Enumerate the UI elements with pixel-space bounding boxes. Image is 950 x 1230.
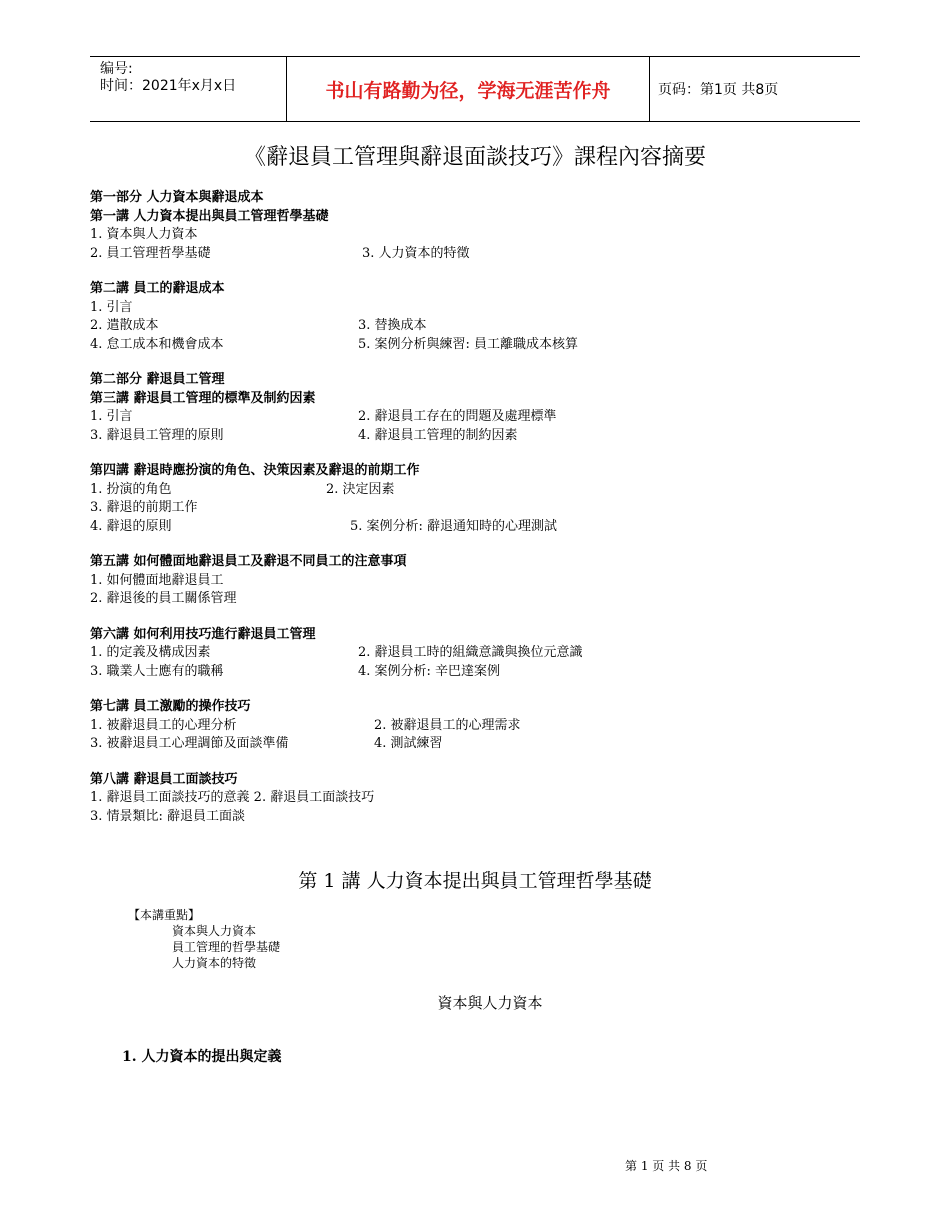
document-title: 《辭退員工管理與辭退面談技巧》課程內容摘要 (243, 145, 706, 170)
outline-item: 5. 案例分析: 辭退通知時的心理測試 (350, 518, 558, 534)
outline-item: 1. 引言 (90, 299, 133, 315)
lecture-focus (128, 907, 280, 971)
header-meta (90, 57, 286, 121)
lecture-3-title: 第三講 辭退員工管理的標準及制約因素 (90, 390, 316, 406)
outline-item: 3. 辭退的前期工作 (90, 500, 198, 515)
outline-item: 3. 辭退員工管理的原則 (90, 427, 224, 443)
lecture-5-title: 第五講 如何體面地辭退員工及辭退不同員工的注意事項 (90, 554, 407, 569)
outline-item: 4. 辭退的原則 (90, 518, 172, 534)
section-heading: 資本與人力資本 (437, 994, 543, 1012)
outline-item: 2. 遣散成本 (90, 318, 159, 333)
lecture-2-title: 第二講 員工的辭退成本 (90, 281, 225, 296)
lecture-7-title: 第七講 員工激勵的操作技巧 (90, 699, 251, 714)
outline-item: 2. 員工管理哲學基礎 (90, 245, 211, 261)
outline-item: 3. 職業人士應有的職稱 (90, 663, 224, 679)
outline-item: 1. 的定義及構成因素 (90, 645, 211, 660)
outline-item: 3. 被辭退員工心理調節及面談準備 (90, 736, 289, 751)
outline-item: 4. 案例分析: 辛巴達案例 (358, 663, 501, 679)
course-outline (90, 189, 850, 826)
lecture-8-title: 第八講 辭退員工面談技巧 (90, 771, 238, 787)
outline-item: 4. 測試練習 (374, 736, 443, 751)
lecture-1-heading: 第 1 講 人力資本提出與員工管理哲學基礎 (298, 870, 652, 892)
focus-item: 資本與人力資本 (172, 924, 257, 938)
page-header (90, 56, 860, 122)
outline-item: 1. 如何體面地辭退員工 (90, 572, 224, 588)
outline-item: 4. 怠工成本和機會成本 (90, 336, 224, 352)
outline-item: 3. 情景類比: 辭退員工面談 (90, 808, 246, 824)
time-label: 时间：2021年x月x日 (100, 78, 237, 94)
header-page-label: 页码：第1页 共8页 (658, 82, 779, 98)
outline-item: 5. 案例分析與練習: 員工離職成本核算 (358, 336, 579, 352)
lecture-1-title: 第一講 人力資本提出與員工管理哲學基礎 (90, 208, 329, 224)
part-1-title: 第一部分 人力資本與辭退成本 (90, 190, 264, 205)
part-2-title: 第二部分 辭退員工管理 (90, 372, 225, 387)
outline-item: 1. 引言 (90, 409, 133, 424)
outline-item: 1. 辭退員工面談技巧的意義 2. 辭退員工面談技巧 (90, 790, 375, 805)
outline-item: 2. 辭退員工時的組織意識與換位元意識 (358, 645, 583, 660)
outline-item: 1. 被辭退員工的心理分析 (90, 717, 237, 733)
focus-label: 【本講重點】 (128, 908, 201, 922)
focus-item: 員工管理的哲學基礎 (172, 940, 281, 954)
outline-item: 2. 決定因素 (326, 481, 395, 497)
outline-item: 4. 辭退員工管理的制約因素 (358, 427, 518, 443)
outline-item: 2. 辭退後的員工關係管理 (90, 591, 237, 606)
outline-item: 2. 被辭退員工的心理需求 (374, 717, 521, 733)
number-label: 编号: (100, 61, 133, 77)
outline-item: 3. 人力資本的特徵 (362, 245, 470, 261)
page-footer: 第 1 页 共 8 页 (625, 1159, 708, 1173)
outline-item: 2. 辭退員工存在的問題及處理標準 (358, 409, 557, 424)
outline-item: 1. 扮演的角色 (90, 481, 172, 497)
header-motto: 书山有路勤为径，学海无涯苦作舟 (286, 57, 650, 121)
outline-item: 1. 資本與人力資本 (90, 227, 198, 242)
point-heading: 1. 人力資本的提出與定義 (122, 1049, 282, 1065)
lecture-6-title: 第六講 如何利用技巧進行辭退員工管理 (90, 626, 316, 642)
focus-item: 人力資本的特徵 (172, 956, 257, 970)
outline-item: 3. 替換成本 (358, 318, 427, 333)
lecture-4-title: 第四講 辭退時應扮演的角色、決策因素及辭退的前期工作 (90, 463, 420, 478)
